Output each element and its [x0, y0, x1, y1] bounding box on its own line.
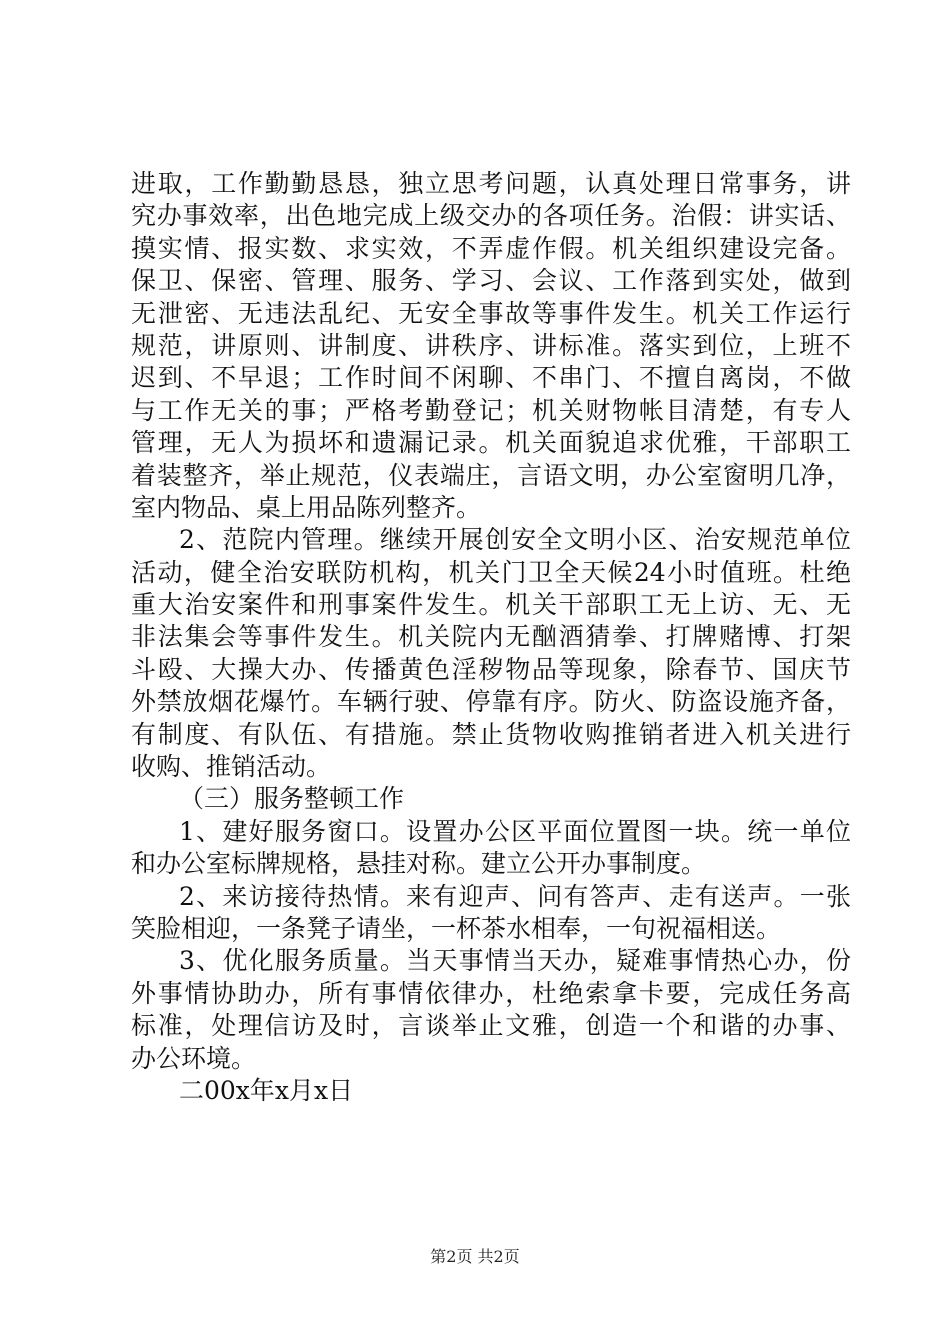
text-line: 迟到、不早退；工作时间不闲聊、不串门、不擅自离岗，不做 — [131, 363, 851, 393]
text-line: 收购、推销活动。 — [131, 752, 332, 782]
text-line: 外禁放烟花爆竹。车辆行驶、停靠有序。防火、防盗设施齐备， — [131, 687, 851, 717]
text-line: 和办公室标牌规格，悬挂对称。建立公开办事制度。 — [131, 849, 707, 879]
text-line: 办公环境。 — [131, 1043, 257, 1073]
text-line: 室内物品、桌上用品陈列整齐。 — [131, 492, 482, 522]
text-line: 3、优化服务质量。当天事情当天办，疑难事情热心办，份 — [179, 946, 851, 976]
page-footer: 第2页 共2页 — [430, 1247, 520, 1266]
text-line: 活动，健全治安联防机构，机关门卫全天候24小时值班。杜绝 — [131, 557, 851, 587]
text-line: 2、范院内管理。继续开展创安全文明小区、治安规范单位 — [179, 525, 851, 555]
text-line: 规范，讲原则、讲制度、讲秩序、讲标准。落实到位，上班不 — [131, 330, 851, 360]
text-line: 标准，处理信访及时，言谈举止文雅，创造一个和谐的办事、 — [131, 1011, 851, 1041]
text-line: 2、来访接待热情。来有迎声、问有答声、走有送声。一张 — [179, 881, 851, 911]
text-line: 无泄密、无违法乱纪、无安全事故等事件发生。机关工作运行 — [131, 298, 851, 328]
text-line: 笑脸相迎，一条凳子请坐，一杯茶水相奉，一句祝福相送。 — [131, 913, 782, 943]
text-line: 摸实情、报实数、求实效，不弄虚作假。机关组织建设完备。 — [131, 233, 851, 263]
text-line: 斗殴、大操大办、传播黄色淫秽物品等现象，除春节、国庆节 — [131, 654, 851, 684]
text-line: 究办事效率，出色地完成上级交办的各项任务。治假：讲实话、 — [131, 201, 851, 231]
text-line: 管理，无人为损坏和遗漏记录。机关面貌追求优雅，干部职工 — [131, 428, 851, 458]
text-line: 外事情协助办，所有事情依律办，杜绝索拿卡要，完成任务高 — [131, 978, 851, 1008]
text-line: 重大治安案件和刑事案件发生。机关干部职工无上访、无、无 — [131, 590, 851, 620]
text-line: 有制度、有队伍、有措施。禁止货物收购推销者进入机关进行 — [131, 719, 851, 749]
text-line: 1、建好服务窗口。设置办公区平面位置图一块。统一单位 — [179, 816, 851, 846]
text-line: 非法集会等事件发生。机关院内无酗酒猜拳、打牌赌博、打架 — [131, 622, 851, 652]
document-body — [131, 168, 851, 1107]
text-line: 保卫、保密、管理、服务、学习、会议、工作落到实处，做到 — [131, 266, 851, 296]
text-line: 二00x年x月x日 — [179, 1075, 354, 1105]
text-line: 与工作无关的事；严格考勤登记；机关财物帐目清楚，有专人 — [131, 395, 851, 425]
text-line: 进取，工作勤勤恳恳，独立思考问题，认真处理日常事务，讲 — [131, 169, 851, 198]
text-line: 着装整齐，举止规范，仪表端庄，言语文明，办公室窗明几净， — [131, 460, 851, 490]
text-line: （三）服务整顿工作 — [179, 784, 405, 814]
